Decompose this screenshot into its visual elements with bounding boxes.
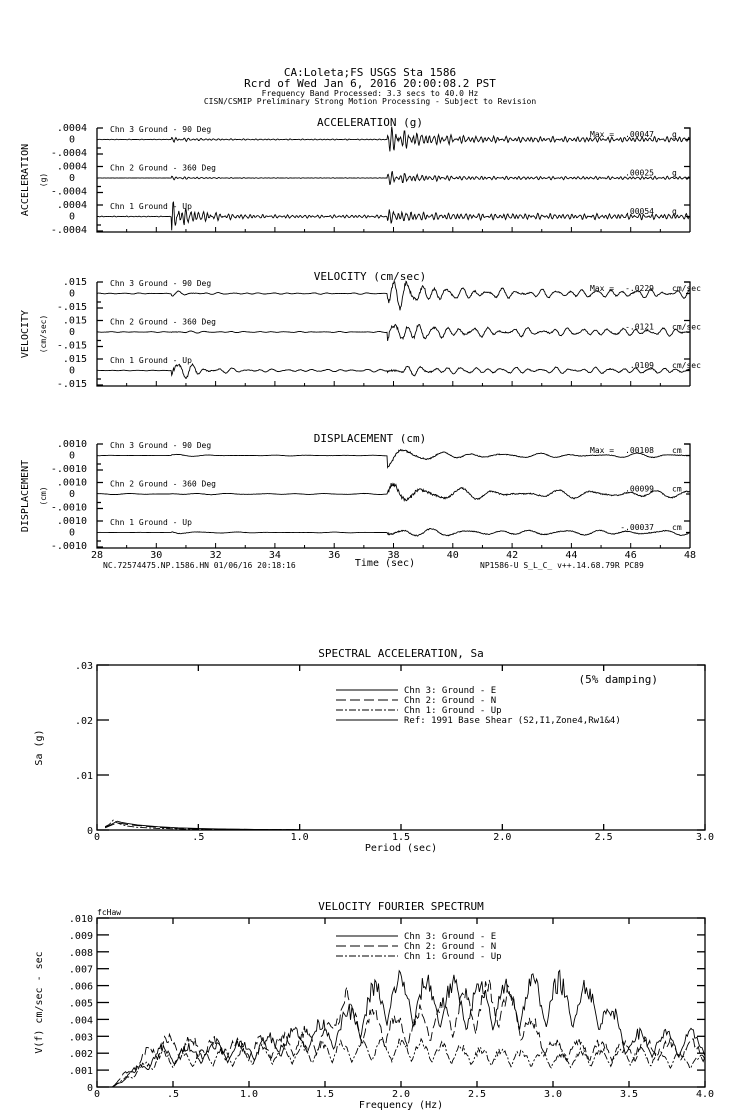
channel-label: Chn 2 Ground - 360 Deg <box>110 479 216 489</box>
y-tick-top: .0004 <box>56 123 87 134</box>
y-tick-zero: 0 <box>68 211 75 223</box>
x-axis-label: Time (sec) <box>354 558 416 569</box>
x-tick-label: 4.0 <box>695 1089 715 1100</box>
x-tick-label: 3.0 <box>543 1089 563 1100</box>
y-tick-label: .03 <box>74 661 93 672</box>
y-axis-unit: (cm/sec) <box>39 314 48 354</box>
y-axis-label: DISPLACEMENT <box>20 459 31 533</box>
channel-max: .00108 <box>625 446 654 455</box>
channel-label: Chn 2 Ground - 360 Deg <box>110 317 216 327</box>
channel-unit: g <box>672 168 677 178</box>
channel-label: Chn 3 Ground - 90 Deg <box>110 125 212 134</box>
channel-label: Chn 3 Ground - 90 Deg <box>110 279 212 288</box>
processing-note: CISN/CSMIP Preliminary Strong Motion Processing - Subject to Revision <box>203 97 537 106</box>
x-tick-label: 28 <box>90 550 104 561</box>
x-tick-label: 1.0 <box>239 1089 259 1100</box>
x-tick-label: 1.0 <box>290 832 309 843</box>
y-axis-label: Sa (g) <box>34 729 45 766</box>
y-tick-zero: 0 <box>68 134 75 146</box>
y-tick-label: .002 <box>68 1049 93 1061</box>
channel-max: -.00037 <box>620 523 654 532</box>
y-tick-label: .003 <box>68 1032 93 1044</box>
corner-label: fcHaw <box>97 908 122 917</box>
legend-entry: Chn 3: Ground - E <box>404 686 497 696</box>
channel-label: Chn 3 Ground - 90 Deg <box>110 441 212 450</box>
footer-right: NP1586-U S_L_C_ v++.14.68.79R PC89 <box>480 561 644 570</box>
x-tick-label: 3.5 <box>619 1089 639 1100</box>
x-tick-label: 1.5 <box>391 832 411 843</box>
y-tick-label: .02 <box>74 716 93 727</box>
chart-title: SPECTRAL ACCELERATION, Sa <box>318 647 484 660</box>
x-tick-label: 42 <box>506 550 519 561</box>
y-tick-zero: 0 <box>68 365 75 377</box>
panel-title: VELOCITY (cm/sec) <box>313 270 427 283</box>
channel-unit: cm <box>672 523 682 532</box>
channel-max: .00047 <box>625 130 654 139</box>
y-tick-label: .01 <box>74 771 93 782</box>
y-tick-label: 0 <box>86 1083 93 1094</box>
y-tick-label: .008 <box>68 947 93 959</box>
footer-left: NC.72574475.NP.1586.HN 01/06/16 20:18:16 <box>103 561 296 570</box>
channel-label: Chn 1 Ground - Up <box>110 356 192 365</box>
channel-unit: cm <box>672 484 682 494</box>
x-tick-label: 2.5 <box>594 832 613 843</box>
max-prefix: Max = <box>590 446 615 455</box>
max-prefix: Max = <box>590 284 615 293</box>
x-tick-label: 44 <box>565 550 578 561</box>
record-title: Rcrd of Wed Jan 6, 2016 20:00:08.2 PST <box>244 77 496 90</box>
channel-label: Chn 2 Ground - 360 Deg <box>110 163 216 173</box>
y-tick-bottom: -.0004 <box>50 148 87 159</box>
y-tick-zero: 0 <box>68 450 75 462</box>
legend-entry: Chn 2: Ground - N <box>404 942 497 952</box>
y-axis-unit: (cm) <box>39 486 48 506</box>
y-tick-label: 0 <box>86 826 93 837</box>
y-tick-zero: 0 <box>68 288 75 300</box>
x-tick-label: 2.5 <box>467 1089 487 1100</box>
frequency-band: Frequency Band Processed: 3.3 secs to 40.0 Hz <box>261 89 479 98</box>
y-tick-top: .015 <box>62 315 87 327</box>
channel-unit: g <box>672 207 677 216</box>
channel-max: -.0229 <box>625 284 654 293</box>
y-tick-top: .015 <box>62 277 87 288</box>
y-tick-zero: 0 <box>68 527 75 539</box>
channel-unit: cm/sec <box>672 284 701 293</box>
y-tick-zero: 0 <box>68 489 75 500</box>
max-prefix: Max = <box>590 130 615 139</box>
x-tick-label: .5 <box>192 832 205 843</box>
y-axis-label: V(f) cm/sec - sec <box>34 951 45 1054</box>
x-tick-label: 34 <box>268 550 281 561</box>
y-tick-label: .005 <box>68 998 93 1010</box>
y-tick-bottom: -.0004 <box>50 225 87 236</box>
x-tick-label: 2.0 <box>493 832 512 843</box>
channel-unit: g <box>672 130 677 139</box>
x-axis-label: Period (sec) <box>364 843 438 854</box>
y-tick-top: .0010 <box>56 439 87 450</box>
y-tick-label: .006 <box>68 981 93 993</box>
channel-unit: cm/sec <box>672 322 701 332</box>
y-tick-bottom: -.015 <box>56 379 87 390</box>
channel-label: Chn 1 Ground - Up <box>110 202 192 211</box>
channel-unit: cm/sec <box>672 361 701 370</box>
y-tick-bottom: -.0010 <box>50 541 87 552</box>
y-tick-top: .0004 <box>56 161 87 173</box>
x-tick-label: 38 <box>387 550 400 561</box>
y-tick-bottom: -.0010 <box>50 502 87 514</box>
channel-max: .00025 <box>625 168 654 178</box>
y-tick-bottom: -.015 <box>56 340 87 352</box>
channel-max: .0109 <box>629 361 654 370</box>
y-tick-top: .0010 <box>56 516 87 527</box>
y-tick-label: .010 <box>68 914 93 925</box>
damping-note: (5% damping) <box>578 673 658 686</box>
y-tick-zero: 0 <box>68 173 75 184</box>
y-tick-bottom: -.0004 <box>50 186 87 198</box>
y-tick-zero: 0 <box>68 327 75 338</box>
y-axis-label: ACCELERATION <box>20 143 31 217</box>
x-tick-label: 48 <box>683 550 697 561</box>
x-tick-label: 46 <box>624 550 637 561</box>
panel-title: DISPLACEMENT (cm) <box>313 432 427 445</box>
channel-max: -.0121 <box>625 322 654 332</box>
y-tick-top: .015 <box>62 354 87 365</box>
legend-entry: Chn 2: Ground - N <box>404 696 497 706</box>
legend-entry: Chn 1: Ground - Up <box>404 706 502 716</box>
x-tick-label: .5 <box>166 1089 180 1100</box>
y-tick-top: .0010 <box>56 477 87 489</box>
channel-max: .00054 <box>625 207 654 216</box>
x-tick-label: 40 <box>446 550 459 561</box>
channel-max: .00099 <box>625 484 654 494</box>
y-tick-label: .004 <box>68 1015 93 1027</box>
x-tick-label: 1.5 <box>315 1089 335 1100</box>
channel-label: Chn 1 Ground - Up <box>110 518 192 527</box>
x-tick-label: 2.0 <box>391 1089 411 1100</box>
y-tick-label: .007 <box>68 964 93 976</box>
y-tick-label: .001 <box>68 1066 93 1078</box>
x-tick-label: 36 <box>328 550 341 561</box>
y-axis-label: VELOCITY <box>20 309 31 359</box>
x-tick-label: 3.0 <box>695 832 715 843</box>
y-tick-top: .0004 <box>56 200 87 211</box>
legend-entry: Chn 1: Ground - Up <box>404 952 502 962</box>
y-tick-label: .009 <box>68 930 93 942</box>
y-tick-bottom: -.0010 <box>50 464 87 475</box>
chart-title: VELOCITY FOURIER SPECTRUM <box>318 900 484 913</box>
x-tick-label: 0 <box>93 1089 101 1100</box>
station-title: CA:Loleta;FS USGS Sta 1586 <box>283 66 457 79</box>
legend-entry: Chn 3: Ground - E <box>404 932 497 942</box>
y-axis-unit: (g) <box>39 172 48 188</box>
x-axis-label: Frequency (Hz) <box>358 1100 444 1111</box>
panel-title: ACCELERATION (g) <box>317 116 423 129</box>
channel-unit: cm <box>672 446 682 455</box>
x-tick-label: 0 <box>93 832 101 843</box>
x-tick-label: 30 <box>150 550 163 561</box>
x-tick-label: 32 <box>209 550 222 561</box>
legend-entry: Ref: 1991 Base Shear (S2,I1,Zone4,Rw1&4) <box>404 716 621 726</box>
y-tick-bottom: -.015 <box>56 302 87 313</box>
